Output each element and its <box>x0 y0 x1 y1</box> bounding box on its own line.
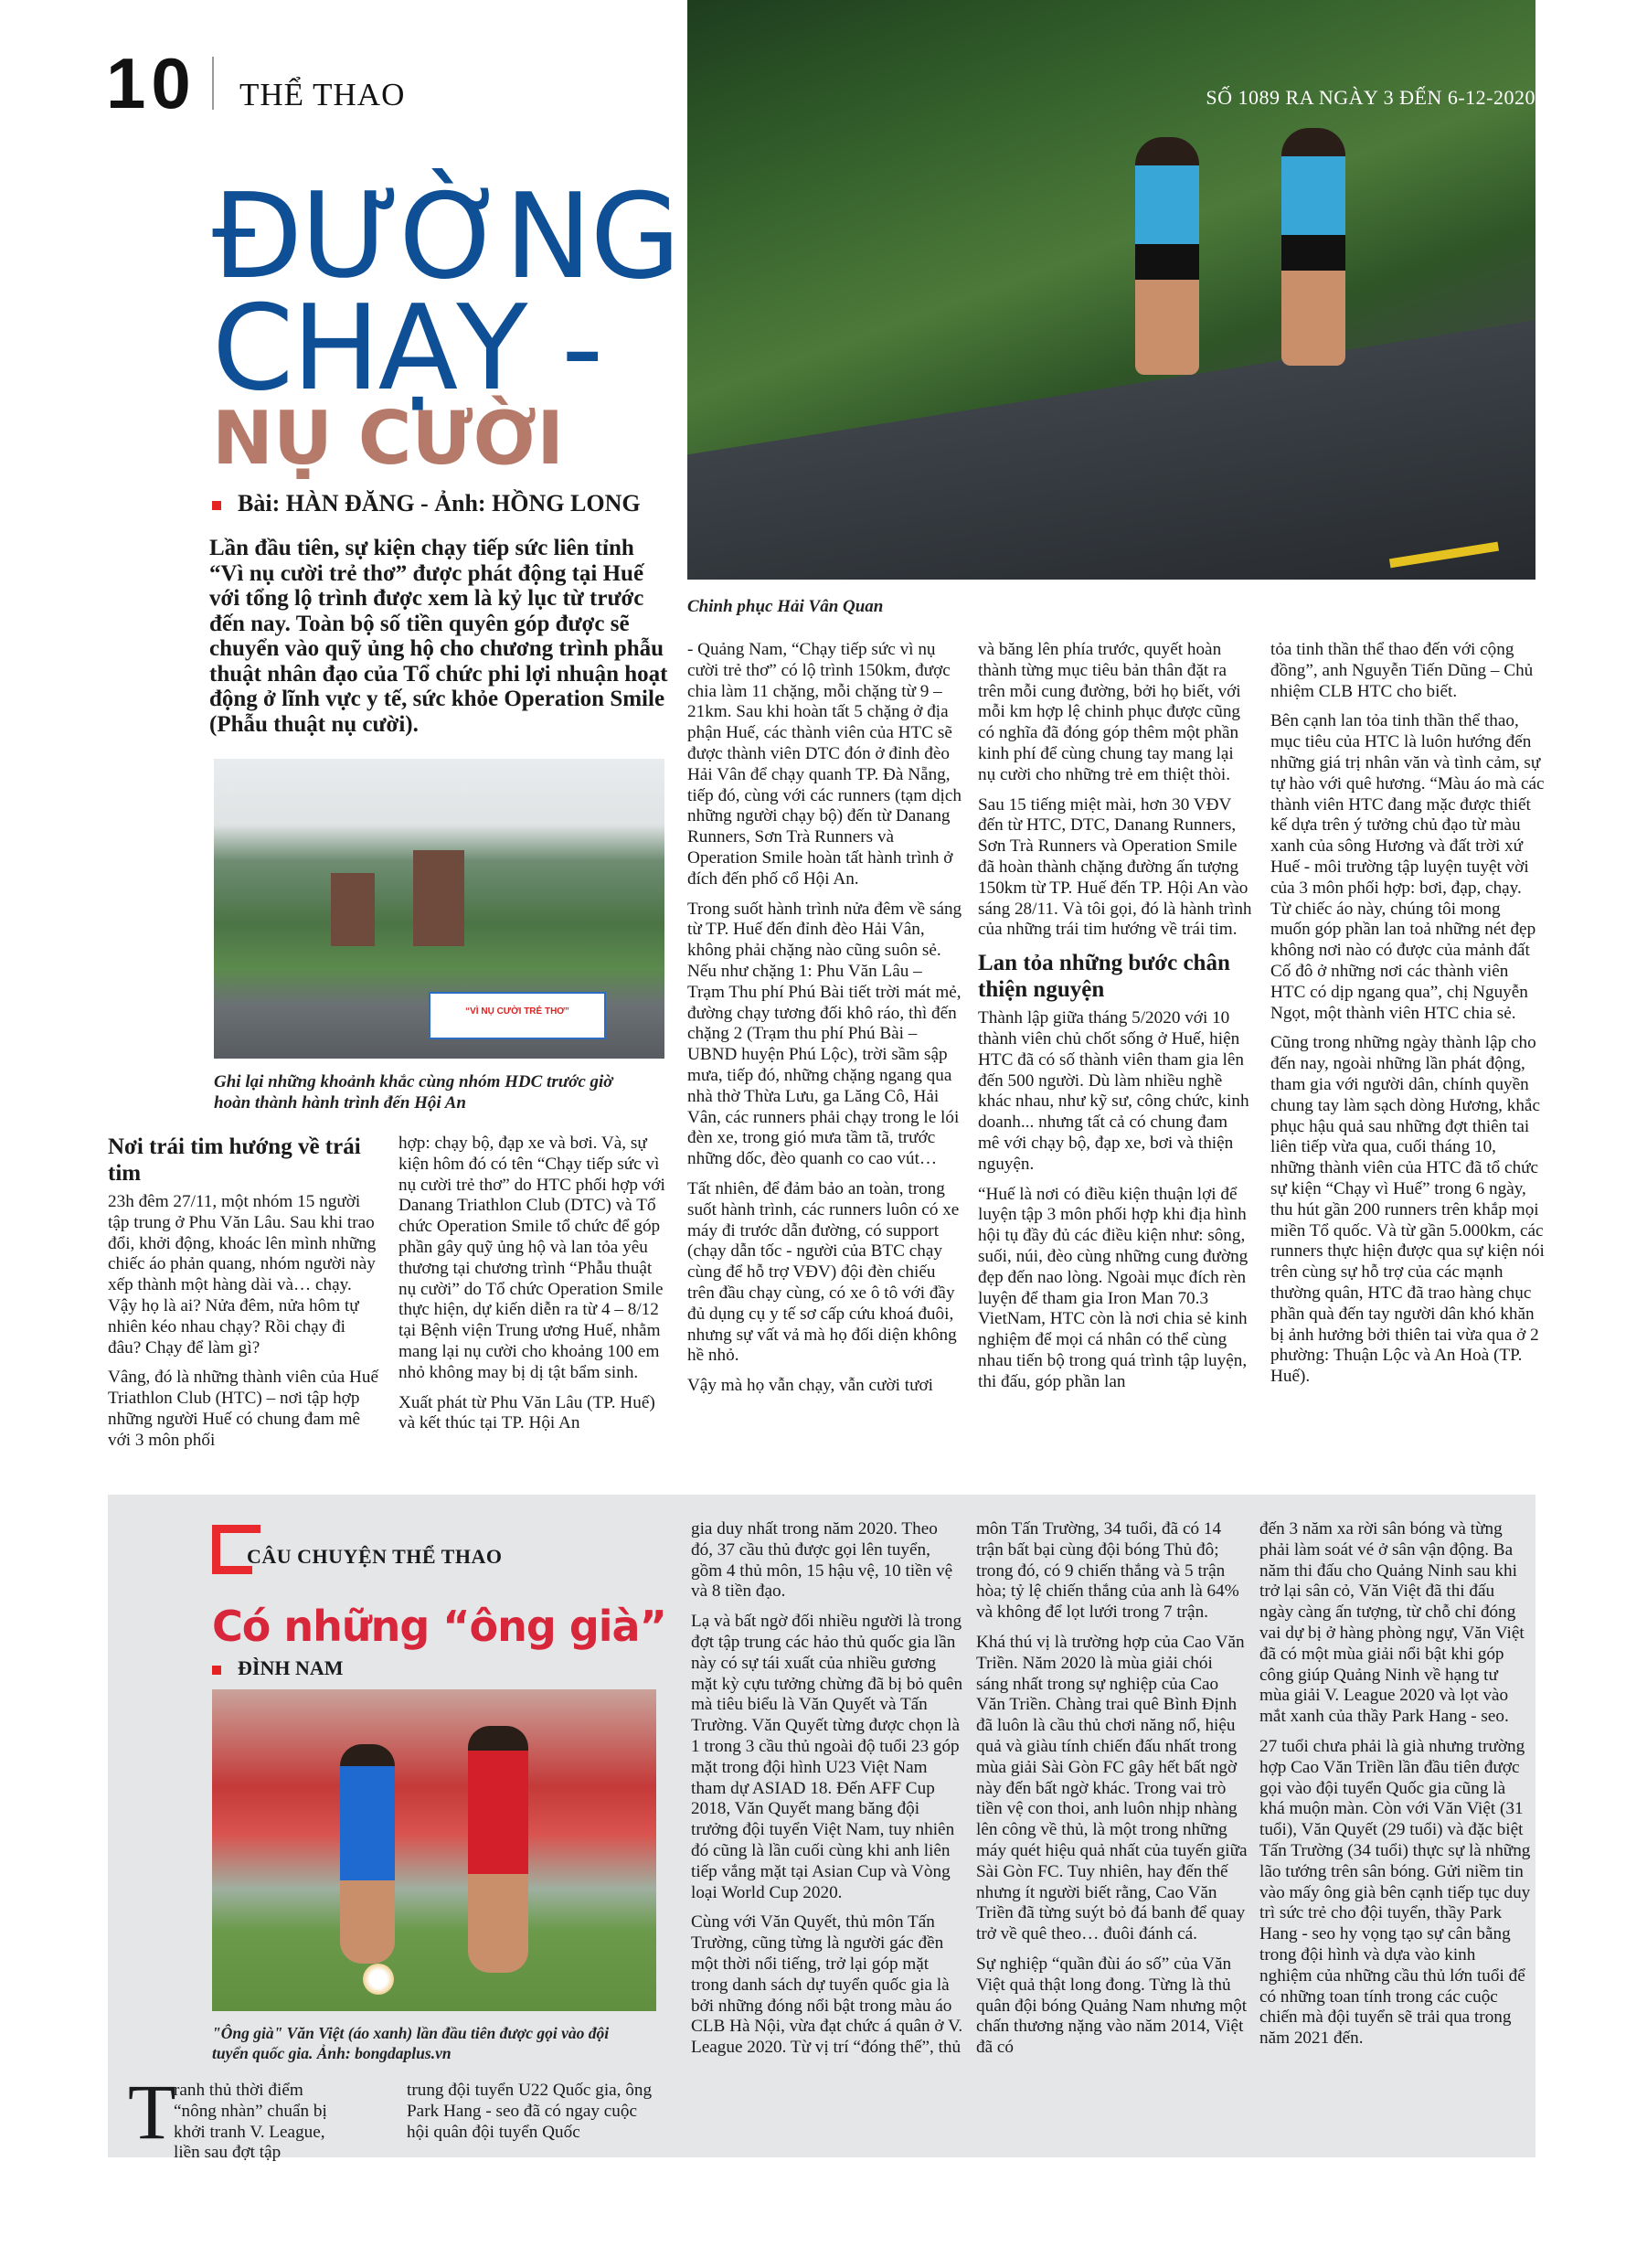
story-intro-right <box>407 2081 663 2152</box>
event-banner <box>429 992 606 1039</box>
headline-line-3: NỤ CƯỜI <box>212 396 564 481</box>
headline-line-2: CHẠY - <box>212 281 602 417</box>
banner-text: “VÌ NỤ CƯỜI TRẺ THƠ” <box>465 1006 569 1017</box>
story-title: Có những “ông già” <box>212 1602 666 1651</box>
story-intro-left <box>174 2081 343 2173</box>
football-ball <box>363 1964 394 1995</box>
byline <box>212 490 641 517</box>
paragraph: Vậy mà họ vẫn chạy, vẫn cười tươi <box>687 1376 933 1396</box>
header-divider <box>212 57 214 110</box>
group-photo-caption: Ghi lại những khoảnh khắc cùng nhóm HDC trước giờ hoàn thành hành trình đến Hội An <box>214 1072 613 1113</box>
football-photo <box>212 1689 656 2011</box>
paragraph: Vâng, đó là những thành viên của Huế Triathlon Club (HTC) – nơi tập hợp những người Huế có chung đam mê với 3 môn phối <box>108 1368 379 1450</box>
player-figure <box>468 1726 528 1973</box>
paragraph: hợp: chạy bộ, đạp xe và bơi. Và, sự kiện hôm đó có tên “Chạy tiếp sức vì nụ cười trẻ thơ” do HTC phối hợp với Danang Triathlon Club (DTC) và Tổ chức Operation Smile tổ chức để góp phần gây quỹ ủng hộ và lan tỏa yêu thương tại chương trình “Phẫu thuật nụ cười” do Tổ chức Operation Smile thực hiện, dự kiến diễn ra từ 4 – 8/12 tại Bệnh viện Trung ương Huế, nhằm mang lại nụ cười cho khoảng 100 em nhỏ không may bị dị tật bẩm sinh. <box>398 1134 665 1382</box>
paragraph: Cùng với Văn Quyết, thủ môn Tấn Trường, cũng từng là người gác đền một thời nổi tiếng, trở lại góp mặt trong danh sách dự tuyển quốc gia là bởi những đóng nổi bật trong màu áo CLB Hà Nội, vừa đạt chức á quân ở V. League 2020. Từ vị trí “đóng thế”, thủ <box>691 1912 963 2058</box>
byline-text: Bài: HÀN ĐĂNG - Ảnh: HỒNG LONG <box>238 490 641 516</box>
paragraph: tỏa tinh thần thể thao đến với cộng đồng”, anh Nguyễn Tiến Dũng – Chủ nhiệm CLB HTC cho biết. <box>1270 640 1534 701</box>
lead-paragraph: Lần đầu tiên, sự kiện chạy tiếp sức liên tỉnh “Vì nụ cười trẻ thơ” được phát động tại Huế với tổng lộ trình được xem là kỷ lục từ trước đến nay. Toàn bộ số tiền quyên góp được sẽ chuyển vào quỹ ủng hộ cho chương trình phẫu thuật nhân đạo của Tổ chức phi lợi nhuận hoạt động ở lĩnh vực y tế, sức khỏe Operation Smile (Phẫu thuật nụ cười). <box>209 536 668 737</box>
runner-figure <box>1281 128 1345 366</box>
paragraph: trung đội tuyển U22 Quốc gia, ông Park Hang - seo đã có ngay cuộc hội quân đội tuyển Quốc <box>407 2081 653 2142</box>
top-photo-caption: Chinh phục Hải Vân Quan <box>687 597 884 616</box>
drop-cap: T <box>128 2068 176 2156</box>
article-column-5 <box>1270 640 1545 1397</box>
bullet-square-icon <box>212 1666 221 1675</box>
paragraph: Khá thú vị là trường hợp của Cao Văn Triền. Năm 2020 là mùa giải chói sáng nhất trong sự nghiệp của Cao Văn Triền. Chàng trai quê Bình Định đã luôn là cầu thủ chơi năng nổ, hiệu quả và giàu tính chiến đấu nhất trong mùa giải Sài Gòn FC gây hết bất ngờ này đến bất ngờ khác. Trong vai trò tiền vệ con thoi, anh luôn nhịp nhàng lên công về thủ, là một trong những máy quét hiệu quả nhất của tuyến giữa Sài Gòn FC. Tuy nhiên, hay đến thế nhưng ít người biết rằng, Cao Văn Triền đã từng suýt bỏ đá banh để quay trở về quê theo… đuôi đánh cá. <box>976 1632 1248 1944</box>
subheading: Nơi trái tim hướng về trái tim <box>108 1134 361 1186</box>
article-column-2 <box>398 1134 669 1443</box>
football-photo-caption: "Ông già" Văn Việt (áo xanh) lần đầu tiên được gọi vào đội tuyển quốc gia. Ảnh: bongdaplus.vn <box>212 2024 610 2062</box>
road <box>687 307 1535 580</box>
story-column-3 <box>1259 1519 1532 2059</box>
paragraph: “Huế là nơi có điều kiện thuận lợi để luyện tập 3 môn phối hợp khi địa hình hội tụ đầy đủ các điều kiện như: sông, suối, núi, đèo cùng những cung đường đẹp đến nao lòng. Ngoài mục đích rèn luyện để tham gia Iron Man 70.3 VietNam, HTC còn là nơi chia sẻ kinh nghiệm để mọi cá nhân có thể cùng nhau tiến bộ trong quá trình tập luyện, thi đấu, góp phần lan <box>978 1184 1249 1391</box>
paragraph: Lạ và bất ngờ đối nhiều người là trong đợt tập trung các hảo thủ quốc gia lần này có sự tái xuất của nhiều gương mặt kỳ cựu tưởng chừng đã bị bỏ quên mà tiêu biểu là Văn Quyết và Tấn Trường. Văn Quyết từng được chọn là 1 trong 3 cầu thủ ngoài độ tuổi 23 góp mặt trong đội hình U23 Việt Nam tham dự ASIAD 18. Đến AFF Cup 2018, Văn Quyết mang băng đội trưởng đội tuyển Việt Nam, tuy nhiên đó cũng là lần cuối cùng khi anh liên tiếp vắng mặt tại Asian Cup và Vòng loại World Cup 2020. <box>691 1612 963 1902</box>
fort-ruin <box>331 873 375 946</box>
paragraph: Thành lập giữa tháng 5/2020 với 10 thành viên chủ chốt sống ở Huế, hiện HTC đã có số thành viên tham gia lên đến 500 người. Dù làm nhiều nghề khác nhau, như kỹ sư, công chức, kinh doanh... nhưng tất cả có chung đam mê với chạy bộ, đạp xe, bơi và thiện nguyện. <box>978 1008 1249 1174</box>
paragraph: Bên cạnh lan tỏa tinh thần thể thao, mục tiêu của HTC là luôn hướng đến những giá trị nhân văn và tình cảm, sự tự hào với quê hương. “Màu áo mà các thành viên HTC đang mặc được thiết kế dựa trên ý tưởng chủ đạo từ màu xanh của sông Hương và đất trời xứ Huế - môi trường tập luyện tuyệt vời của 3 môn phối hợp: bơi, đạp, chạy. Từ chiếc áo này, chúng tôi mong muốn góp phần lan toả những nét đẹp không nơi nào có được của mảnh đất Cố đô ở những nơi các thành viên HTC có dịp ngang qua”, chị Nguyễn Ngọt, một thành viên HTC chia sẻ. <box>1270 711 1545 1023</box>
paragraph: Cũng trong những ngày thành lập cho đến nay, ngoài những lần phát động, tham gia với người dân, chính quyền chung tay làm sạch dòng Hương, khắc phục hậu quả sau những đợt thiên tai liên tiếp vừa qua, cuối tháng 10, những thành viên của HTC đã tổ chức sự kiện “Chạy vì Huế” trong 6 ngày, thu hút gần 200 runners trên khắp mọi miền Tổ quốc. Và từ gần 5.000km, các runners thực hiện được qua sự kiện nói trên cùng sự hỗ trợ của các mạnh thường quân, HTC đã trao hàng chục phần quà đến tay người dân khó khăn bị ảnh hưởng bởi thiên tai vừa qua ở 2 phường: Thuận Lộc và An Hoà (TP. Huế). <box>1270 1033 1545 1387</box>
story-byline <box>212 1656 344 1680</box>
fort-ruin <box>413 850 464 946</box>
paragraph: - Quảng Nam, “Chạy tiếp sức vì nụ cười trẻ thơ” có lộ trình 150km, được chia làm 11 chặng, mỗi chặng từ 9 – 21km. Sau khi hoàn tất 5 chặng ở địa phận Huế, các thành viên của HTC sẽ được thành viên DTC đón ở đỉnh đèo Hải Vân để chạy quanh TP. Đà Nẵng, tiếp đó, cùng với các runners (tạm dịch những người chạy bộ) đến từ Danang Runners, Sơn Trà Runners và Operation Smile hoàn tất hành trình ở đích đến phố cổ Hội An. <box>687 640 962 889</box>
article-column-4 <box>978 640 1252 1402</box>
paragraph: đến 3 năm xa rời sân bóng và từng phải làm soát vé ở sân vận động. Ba năm thi đấu cho Quảng Ninh sau khi trở lại sân cỏ, Văn Việt đã thi đấu ngày càng ấn tượng, từ chỗ chỉ đóng vai dự bị ở hàng phòng ngự, Văn Việt đã có một mùa giải nổi bật khi góp công giúp Quảng Ninh về hạng tư mùa giải V. League 2020 và lọt vào mắt xanh của thầy Park Hang - seo. <box>1259 1519 1525 1727</box>
paragraph: 27 tuổi chưa phải là già nhưng trường hợp Cao Văn Triền lần đầu tiên được gọi vào đội tuyển Quốc gia cũng là khá muộn màn. Còn với Văn Việt (31 tuổi), Văn Quyết (29 tuổi) và đặc biệt Tấn Trường (34 tuổi) thực sự là những lão tướng trên sân bóng. Gửi niềm tin vào mấy ông già bên cạnh tiếp tục duy trì sức trẻ cho đội tuyển, thầy Park Hang - seo hy vọng tạo sự cân bằng trong đội hình và dựa vào kinh nghiệm của những cầu thủ lớn tuổi để có những toan tính trong các cuộc chiến mà đội tuyển sẽ trải qua trong năm 2021 đến. <box>1259 1736 1531 2049</box>
paragraph: Sự nghiệp “quần đùi áo số” của Văn Việt quả thật long đong. Từng là thủ quân đội bóng Quảng Nam nhưng một chấn thương nặng vào năm 2014, Việt đã có <box>976 1954 1248 2058</box>
paragraph: Sau 15 tiếng miệt mài, hơn 30 VĐV đến từ HTC, DTC, Danang Runners, Sơn Trà Runners và Operation Smile đã hoàn thành chặng đường ấn tượng 150km từ TP. Huế đến TP. Hội An vào sáng 28/11. Và tôi gọi, đó là hành trình của những trái tim hướng về trái tim. <box>978 794 1252 940</box>
story-byline-text: ĐÌNH NAM <box>238 1656 344 1679</box>
group-photo <box>214 759 664 1059</box>
paragraph: 23h đêm 27/11, một nhóm 15 người tập trung ở Phu Văn Lâu. Sau khi trao đổi, khởi động, khoác lên mình những chiếc áo phản quang, nhóm người này xếp thành một hàng dài và… chạy. Vậy họ là ai? Nửa đêm, nửa hôm tự nhiên kéo nhau chạy? Rồi chạy đi đâu? Chạy để làm gì? <box>108 1192 377 1358</box>
section-name: THỂ THAO <box>239 77 406 112</box>
bullet-square-icon <box>212 501 221 510</box>
paragraph: Xuất phát từ Phu Văn Lâu (TP. Huế) và kết thúc tại TP. Hội An <box>398 1392 655 1433</box>
issue-date: SỐ 1089 RA NGÀY 3 ĐẾN 6-12-2020 <box>1206 86 1535 109</box>
story-kicker: CÂU CHUYỆN THỂ THAO <box>247 1545 503 1568</box>
page-number: 10 <box>106 43 197 123</box>
paragraph: Tất nhiên, để đảm bảo an toàn, trong suốt hành trình, các runners luôn có xe máy đi trước dẫn đường, có support (chạy dẫn tốc - người của BTC chạy cùng để hỗ trợ VĐV) đội đèn chiếu trên đầu chạy cùng, có xe ô tô với đầy đủ dụng cụ y tế sơ cấp cứu khoá đuôi, nhưng sự vất vả mà họ đối diện không hề nhỏ. <box>687 1178 960 1366</box>
story-column-2 <box>976 1519 1249 2068</box>
story-column-1 <box>691 1519 963 2068</box>
paragraph: môn Tấn Trường, 34 tuổi, đã có 14 trận bất bại cùng đội bóng Thủ đô; trong đó, có 9 chiến thắng và 5 trận hòa; tỷ lệ chiến thắng của anh là 64% và không để lọt lưới trong 7 trận. <box>976 1519 1239 1623</box>
runner-figure <box>1135 137 1199 375</box>
paragraph: gia duy nhất trong năm 2020. Theo đó, 37 cầu thủ được gọi lên tuyển, gồm 4 thủ môn, 15 hậu vệ, 10 tiền vệ và 8 tiền đạo. <box>691 1519 953 1602</box>
paragraph: và băng lên phía trước, quyết hoàn thành từng mục tiêu bản thân đặt ra trên mỗi cung đường, bởi họ biết, với mỗi km hợp lệ chinh phục được cũng có nghĩa đã đóng góp thêm một phần kinh phí để cùng chung tay mang lại nụ cười cho những trẻ em thiệt thòi. <box>978 640 1241 784</box>
paragraph: Trong suốt hành trình nửa đêm về sáng từ TP. Huế đến đỉnh đèo Hải Vân, không phải chặng nào cũng suôn sẻ. Nếu như chặng 1: Phu Văn Lâu – Trạm Thu phí Phú Bài tiết trời mát mẻ, đường chạy tương đối khô ráo, thì đến chặng 2 (Trạm thu phí Phú Bài – UBND huyện Phú Lộc), trời sầm sập mưa, tiếp đó, những chặng ngang qua nhà thờ Thừa Lưu, ga Lăng Cô, Hải Vân, các runners phải chạy trong le lói đèn xe, trong gió mưa tầm tã, trước những dốc, đèo quanh co cao vút… <box>687 899 962 1169</box>
subheading: Lan tỏa những bước chân thiện nguyện <box>978 951 1230 1003</box>
player-figure <box>340 1744 395 1964</box>
article-column-3 <box>687 640 963 1406</box>
headline-line-1: ĐƯỜNG <box>212 169 679 305</box>
paragraph: ranh thủ thời điểm “nông nhàn” chuẩn bị khởi tranh V. League, liền sau đợt tập <box>174 2081 327 2163</box>
article-column-1 <box>108 1134 382 1461</box>
